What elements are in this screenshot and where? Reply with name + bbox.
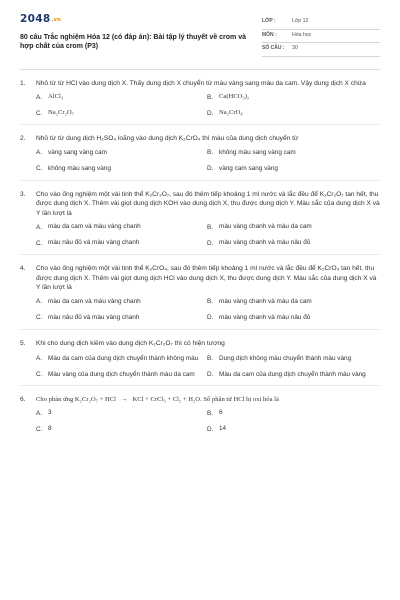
- option-c[interactable]: [36, 238, 207, 250]
- site-logo[interactable]: [20, 14, 250, 25]
- option-letter: B.: [207, 93, 214, 101]
- option-a[interactable]: [36, 297, 207, 309]
- header-left: [20, 14, 250, 51]
- option-c[interactable]: [36, 313, 207, 325]
- option-letter: A.: [36, 409, 43, 417]
- option-c[interactable]: [36, 108, 207, 120]
- option-letter: B.: [207, 354, 214, 362]
- question-text: Nhỏ từ từ HCl vào dung dịch X. Thấy dung dịch X chuyển từ màu vàng sang màu da cam. Vậy dung dịch X chứa: [36, 79, 366, 87]
- meta-row-grade: [262, 16, 380, 30]
- option-d[interactable]: [207, 313, 378, 325]
- answer-options: [36, 92, 380, 120]
- option-letter: A.: [36, 223, 43, 231]
- option-letter: C.: [36, 425, 43, 433]
- option-text: màu nâu đỏ và màu vàng chanh: [48, 239, 140, 247]
- question-text: Cho vào ống nghiệm một vài tinh thể K₂Cr₂O₇, sau đó thêm tiếp khoảng 1 ml nước và lắc đều để K₂Cr₂O₇ tan hết, thu được dung dịch X. Thêm vài giọt dung dịch KOH vào dung dịch X, thu được dung dịch Y. Màu sắc của dung dịch X và Y lần lượt là: [36, 190, 380, 217]
- option-letter: C.: [36, 239, 43, 247]
- option-b[interactable]: [207, 148, 378, 160]
- option-text: 8: [48, 425, 52, 433]
- question-4: [20, 255, 380, 330]
- option-text: Dung dịch không màu chuyển thành màu vàng: [219, 354, 352, 362]
- option-letter: A.: [36, 93, 43, 101]
- meta-table: [262, 16, 380, 57]
- option-letter: B.: [207, 409, 214, 417]
- equation-reactants: Cho phản ứng K₂Cr₂O₇ + HCl: [36, 395, 116, 403]
- option-letter: B.: [207, 149, 214, 157]
- option-text: AlCl₃: [48, 93, 64, 101]
- option-text: Na₂CrO₄: [219, 109, 243, 117]
- meta-value: Hóa học: [292, 31, 312, 38]
- option-letter: C.: [36, 165, 43, 173]
- meta-label: SỐ CÂU :: [262, 45, 285, 52]
- option-text: màu da cam và màu vàng chanh: [48, 297, 141, 305]
- option-d[interactable]: [207, 164, 378, 176]
- question-number: 2.: [20, 135, 26, 143]
- option-d[interactable]: [207, 238, 378, 250]
- answer-options: [36, 408, 380, 436]
- option-letter: C.: [36, 370, 43, 378]
- option-letter: A.: [36, 354, 43, 362]
- answer-options: [36, 353, 380, 381]
- option-text: không màu sang vàng: [48, 164, 111, 172]
- option-letter: D.: [207, 239, 214, 247]
- option-b[interactable]: [207, 222, 378, 234]
- meta-value: Lớp 12: [292, 18, 309, 24]
- option-letter: D.: [207, 109, 214, 117]
- question-number: 4.: [20, 265, 26, 273]
- answer-options: [36, 297, 380, 325]
- option-letter: A.: [36, 149, 43, 157]
- option-b[interactable]: [207, 353, 378, 365]
- question-equation: [36, 395, 380, 405]
- question-text: Nhỏ từ từ dung dịch H₂SO₄ loãng vào dung dịch K₂CrO₄ thì màu của dung dịch chuyển từ: [36, 135, 299, 143]
- option-letter: D.: [207, 314, 214, 322]
- option-letter: D.: [207, 425, 214, 433]
- option-text: Ca(HCO₃)₂: [219, 93, 250, 101]
- meta-label: MÔN :: [262, 31, 277, 38]
- question-number: 6.: [20, 395, 26, 403]
- meta-label: LỚP :: [262, 18, 276, 24]
- option-letter: D.: [207, 165, 214, 173]
- question-text: Cho vào ống nghiệm một vài tinh thể K₂CrO₄, sau đó thêm tiếp khoảng 1 ml nước và lắc đều để K₂CrO₄ tan hết, thu được dung dịch X. Thêm vài giọt dung dịch HCl vào dung dịch X, thu được dung dịch Y. Màu sắc của dung dịch X và Y lần lượt là: [36, 265, 377, 292]
- option-text: Màu da cam của dung dịch chuyển thành màu vàng: [219, 370, 366, 378]
- option-a[interactable]: [36, 222, 207, 234]
- option-d[interactable]: [207, 424, 378, 436]
- option-letter: B.: [207, 223, 214, 231]
- meta-row-subject: [262, 30, 380, 44]
- equation-products: KCl + CrCl₃ + Cl₂ + H₂O. Số phân tử HCl bị oxi hóa là: [132, 395, 279, 403]
- option-b[interactable]: [207, 408, 378, 420]
- meta-value: 30: [292, 45, 298, 52]
- option-text: 14: [219, 425, 227, 433]
- page-title: 80 câu Trắc nghiệm Hóa 12 (có đáp án): Bài tập lý thuyết về crom và hợp chất của crom (P3): [20, 33, 247, 50]
- question-number: 3.: [20, 190, 26, 198]
- option-text: màu vàng chanh và màu da cam: [219, 223, 312, 231]
- question-text: Khi cho dung dịch kiềm vào dung dịch K₂Cr₂O₇ thì có hiện tượng: [36, 339, 225, 347]
- question-5: [20, 330, 380, 386]
- option-text: Na₂Cr₂O₇: [48, 109, 74, 117]
- option-d[interactable]: [207, 369, 378, 381]
- answer-options: [36, 148, 380, 176]
- question-1: [20, 70, 380, 126]
- meta-row-count: [262, 43, 380, 57]
- option-c[interactable]: [36, 369, 207, 381]
- option-text: màu vàng chanh và màu da cam: [219, 297, 312, 305]
- logo-main: 2048: [20, 13, 51, 25]
- option-text: vàng cam sang vàng: [219, 164, 278, 172]
- option-a[interactable]: [36, 353, 207, 365]
- option-text: màu da cam và màu vàng chanh: [48, 223, 141, 231]
- option-letter: C.: [36, 314, 43, 322]
- option-text: màu nâu đỏ và màu vàng chanh: [48, 313, 140, 321]
- question-number: 5.: [20, 339, 26, 347]
- answer-options: [36, 222, 380, 250]
- option-d[interactable]: [207, 108, 378, 120]
- option-text: màu vàng chanh và màu nâu đỏ: [219, 313, 311, 321]
- option-a[interactable]: [36, 92, 207, 104]
- question-3: [20, 181, 380, 256]
- option-text: Màu vàng của dung dịch chuyển thành màu da cam: [48, 370, 195, 378]
- logo-suffix: .vn: [51, 17, 62, 23]
- option-text: Màu da cam của dung dịch chuyển thành không màu: [48, 354, 199, 362]
- option-c[interactable]: [36, 424, 207, 436]
- page-header: [20, 14, 380, 57]
- option-a[interactable]: [36, 408, 207, 420]
- reaction-arrow-icon: →: [120, 395, 128, 403]
- option-c[interactable]: [36, 164, 207, 176]
- option-b[interactable]: [207, 297, 378, 309]
- option-text: 3: [48, 409, 52, 417]
- question-number: 1.: [20, 79, 26, 87]
- option-text: 6: [219, 409, 223, 417]
- question-2: [20, 125, 380, 181]
- option-letter: D.: [207, 370, 214, 378]
- option-letter: C.: [36, 109, 43, 117]
- option-b[interactable]: [207, 92, 378, 104]
- option-letter: A.: [36, 298, 43, 306]
- option-text: vàng sang vàng cam: [48, 148, 107, 156]
- option-letter: B.: [207, 298, 214, 306]
- question-6: [20, 386, 380, 441]
- option-text: không màu sang vàng cam: [219, 148, 296, 156]
- option-a[interactable]: [36, 148, 207, 160]
- option-text: màu vàng chanh và màu nâu đỏ: [219, 239, 311, 247]
